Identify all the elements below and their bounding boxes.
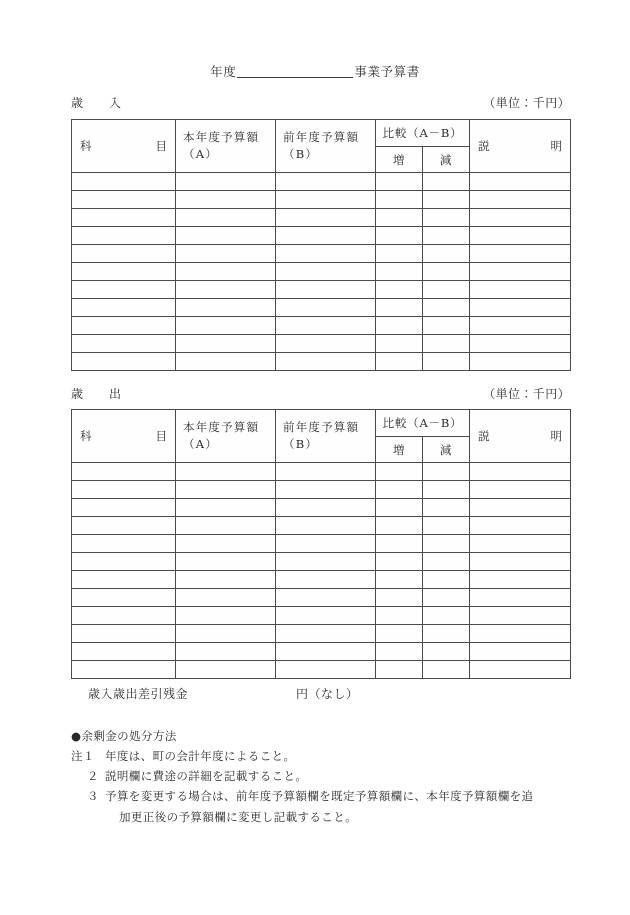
- table-cell[interactable]: [376, 299, 423, 317]
- expense-section-header: [71, 385, 570, 402]
- table-row: [72, 535, 571, 553]
- table-cell[interactable]: [423, 607, 470, 625]
- table-cell[interactable]: [376, 227, 423, 245]
- table-cell[interactable]: [72, 209, 176, 227]
- table-cell[interactable]: [470, 317, 571, 335]
- table-cell[interactable]: [276, 553, 376, 571]
- table-cell[interactable]: [72, 535, 176, 553]
- table-cell[interactable]: [176, 535, 276, 553]
- table-row: [72, 209, 571, 227]
- table-cell[interactable]: [276, 209, 376, 227]
- title-prefix: 年度: [210, 64, 237, 79]
- revenue-table: [71, 119, 571, 371]
- table-cell[interactable]: [276, 607, 376, 625]
- expense-table-head: [72, 410, 571, 463]
- table-cell[interactable]: [276, 643, 376, 661]
- notes-block: [71, 726, 576, 827]
- note-text-2: 説明欄に費途の詳細を記載すること。: [105, 769, 308, 784]
- table-cell[interactable]: [72, 517, 176, 535]
- table-cell[interactable]: [423, 553, 470, 571]
- previous-year-line1: 前年度予算額: [283, 419, 360, 434]
- col-header-increase: [376, 147, 423, 173]
- note-text-3: 予算を変更する場合は、前年度予算額欄を既定予算額欄に、本年度予算額欄を追: [105, 789, 534, 804]
- previous-year-line1: 前年度予算額: [283, 129, 360, 144]
- table-cell[interactable]: [176, 227, 276, 245]
- table-cell[interactable]: [176, 353, 276, 371]
- table-cell[interactable]: [176, 173, 276, 191]
- table-row: [72, 625, 571, 643]
- table-cell[interactable]: [276, 517, 376, 535]
- balance-line: [88, 685, 359, 702]
- table-cell[interactable]: [276, 625, 376, 643]
- current-year-line2: （A）: [183, 147, 218, 161]
- balance-label: 歳入歳出差引残金: [88, 687, 189, 701]
- decrease-label: 減: [439, 442, 453, 457]
- table-cell[interactable]: [176, 463, 276, 481]
- table-cell[interactable]: [276, 481, 376, 499]
- table-cell[interactable]: [423, 317, 470, 335]
- table-row: [72, 317, 571, 335]
- table-cell[interactable]: [376, 353, 423, 371]
- title-blank-field[interactable]: [237, 77, 353, 78]
- document-title: [0, 62, 630, 80]
- table-cell[interactable]: [72, 607, 176, 625]
- table-cell[interactable]: [72, 263, 176, 281]
- kamoku-right-char: 目: [155, 429, 167, 443]
- col-header-comparison: [376, 410, 470, 437]
- note-item-3: [71, 786, 576, 806]
- increase-label: 増: [392, 152, 406, 167]
- col-header-increase: [376, 437, 423, 463]
- table-cell[interactable]: [276, 173, 376, 191]
- kamoku-left-char: 科: [80, 139, 92, 153]
- table-cell[interactable]: [276, 317, 376, 335]
- table-cell[interactable]: [276, 263, 376, 281]
- table-cell[interactable]: [376, 499, 423, 517]
- table-cell[interactable]: [176, 299, 276, 317]
- table-cell[interactable]: [72, 353, 176, 371]
- table-cell[interactable]: [376, 535, 423, 553]
- table-cell[interactable]: [376, 209, 423, 227]
- table-cell[interactable]: [72, 481, 176, 499]
- table-cell[interactable]: [376, 173, 423, 191]
- table-cell[interactable]: [176, 191, 276, 209]
- table-row: [72, 607, 571, 625]
- table-cell[interactable]: [376, 643, 423, 661]
- table-cell[interactable]: [176, 245, 276, 263]
- table-cell[interactable]: [176, 209, 276, 227]
- expense-table: [71, 409, 571, 679]
- table-row: [72, 643, 571, 661]
- table-cell[interactable]: [276, 463, 376, 481]
- table-row: [72, 517, 571, 535]
- table-cell[interactable]: [276, 353, 376, 371]
- table-cell[interactable]: [423, 353, 470, 371]
- table-cell[interactable]: [176, 553, 276, 571]
- table-cell[interactable]: [376, 625, 423, 643]
- table-cell[interactable]: [72, 317, 176, 335]
- table-cell[interactable]: [423, 299, 470, 317]
- table-cell[interactable]: [376, 571, 423, 589]
- col-header-description: [470, 410, 571, 463]
- previous-year-line2: （B）: [283, 147, 319, 161]
- table-cell[interactable]: [376, 607, 423, 625]
- note-marker-3: ３: [87, 789, 99, 804]
- table-row: [72, 481, 571, 499]
- description-right-char: 明: [550, 429, 563, 443]
- revenue-table-head: [72, 120, 571, 173]
- table-cell[interactable]: [470, 661, 571, 679]
- table-cell[interactable]: [423, 643, 470, 661]
- table-row: [72, 335, 571, 353]
- table-cell[interactable]: [470, 553, 571, 571]
- table-cell[interactable]: [176, 661, 276, 679]
- table-cell[interactable]: [470, 263, 571, 281]
- previous-year-line2: （B）: [283, 437, 319, 451]
- table-cell[interactable]: [176, 589, 276, 607]
- table-cell[interactable]: [176, 317, 276, 335]
- table-cell[interactable]: [470, 191, 571, 209]
- increase-label: 増: [392, 442, 406, 457]
- table-cell[interactable]: [423, 463, 470, 481]
- table-cell[interactable]: [470, 643, 571, 661]
- table-row: [72, 299, 571, 317]
- table-cell[interactable]: [72, 553, 176, 571]
- header-row-main: [72, 120, 571, 147]
- table-cell[interactable]: [176, 517, 276, 535]
- table-cell[interactable]: [423, 517, 470, 535]
- table-cell[interactable]: [423, 191, 470, 209]
- current-year-line1: 本年度予算額: [183, 129, 260, 144]
- table-cell[interactable]: [276, 589, 376, 607]
- note-item-2: [71, 766, 576, 786]
- revenue-table-body: [72, 173, 571, 371]
- note-marker-1: 注１: [71, 749, 95, 764]
- table-cell[interactable]: [376, 281, 423, 299]
- table-cell[interactable]: [176, 607, 276, 625]
- table-cell[interactable]: [376, 481, 423, 499]
- table-cell[interactable]: [423, 209, 470, 227]
- table-cell[interactable]: [376, 317, 423, 335]
- table-cell[interactable]: [423, 245, 470, 263]
- table-cell[interactable]: [470, 571, 571, 589]
- kamoku-right-char: 目: [155, 139, 167, 153]
- table-row: [72, 245, 571, 263]
- table-cell[interactable]: [72, 299, 176, 317]
- table-cell[interactable]: [470, 499, 571, 517]
- table-cell[interactable]: [176, 625, 276, 643]
- table-cell[interactable]: [376, 463, 423, 481]
- table-cell[interactable]: [470, 463, 571, 481]
- table-cell[interactable]: [276, 245, 376, 263]
- col-header-current-year-budget: [176, 410, 276, 463]
- description-left-char: 説: [478, 429, 490, 443]
- decrease-label: 減: [439, 152, 453, 167]
- table-cell[interactable]: [423, 571, 470, 589]
- table-cell[interactable]: [72, 227, 176, 245]
- table-cell[interactable]: [72, 463, 176, 481]
- current-year-line2: （A）: [183, 437, 218, 451]
- table-cell[interactable]: [376, 589, 423, 607]
- table-cell[interactable]: [470, 353, 571, 371]
- table-cell[interactable]: [376, 517, 423, 535]
- header-row-main: [72, 410, 571, 437]
- table-cell[interactable]: [376, 191, 423, 209]
- table-cell[interactable]: [72, 173, 176, 191]
- table-cell[interactable]: [72, 191, 176, 209]
- table-cell[interactable]: [423, 481, 470, 499]
- comparison-label: 比較（A－B）: [382, 126, 463, 140]
- table-cell[interactable]: [470, 607, 571, 625]
- table-cell[interactable]: [470, 173, 571, 191]
- table-cell[interactable]: [72, 499, 176, 517]
- table-cell[interactable]: [276, 227, 376, 245]
- expense-section-label: 歳 出: [71, 387, 129, 401]
- table-cell[interactable]: [470, 299, 571, 317]
- table-cell[interactable]: [72, 643, 176, 661]
- table-cell[interactable]: [176, 335, 276, 353]
- title-suffix: 事業予算書: [354, 64, 420, 79]
- table-cell[interactable]: [176, 481, 276, 499]
- table-cell[interactable]: [276, 661, 376, 679]
- table-row: [72, 227, 571, 245]
- table-row: [72, 589, 571, 607]
- table-cell[interactable]: [376, 245, 423, 263]
- table-row: [72, 263, 571, 281]
- table-row: [72, 281, 571, 299]
- note-text-1: 年度は、町の会計年度によること。: [105, 749, 296, 764]
- table-row: [72, 499, 571, 517]
- table-cell[interactable]: [72, 589, 176, 607]
- col-header-current-year-budget: [176, 120, 276, 173]
- table-cell[interactable]: [423, 335, 470, 353]
- table-cell[interactable]: [276, 571, 376, 589]
- col-header-previous-year-budget: [276, 120, 376, 173]
- table-cell[interactable]: [376, 661, 423, 679]
- note-item-1: [71, 746, 576, 766]
- table-cell[interactable]: [276, 335, 376, 353]
- table-cell[interactable]: [423, 589, 470, 607]
- revenue-unit-note: （単位：千円）: [483, 96, 570, 110]
- col-header-kamoku: [72, 120, 176, 173]
- table-cell[interactable]: [470, 589, 571, 607]
- table-cell[interactable]: [376, 335, 423, 353]
- table-cell[interactable]: [423, 281, 470, 299]
- table-cell[interactable]: [72, 571, 176, 589]
- table-cell[interactable]: [470, 209, 571, 227]
- expense-unit-note: （単位：千円）: [483, 387, 570, 401]
- table-cell[interactable]: [176, 263, 276, 281]
- table-cell[interactable]: [423, 535, 470, 553]
- table-cell[interactable]: [276, 535, 376, 553]
- revenue-section-label: 歳 入: [71, 96, 129, 110]
- table-cell[interactable]: [423, 263, 470, 281]
- col-header-decrease: [423, 147, 470, 173]
- table-cell[interactable]: [72, 281, 176, 299]
- table-cell[interactable]: [276, 281, 376, 299]
- table-cell[interactable]: [176, 499, 276, 517]
- notes-heading: ●余剰金の処分方法: [71, 729, 177, 743]
- table-cell[interactable]: [176, 571, 276, 589]
- table-cell[interactable]: [276, 499, 376, 517]
- table-row: [72, 463, 571, 481]
- current-year-line1: 本年度予算額: [183, 419, 260, 434]
- col-header-comparison: [376, 120, 470, 147]
- table-row: [72, 553, 571, 571]
- table-cell[interactable]: [470, 245, 571, 263]
- col-header-decrease: [423, 437, 470, 463]
- table-cell[interactable]: [470, 335, 571, 353]
- table-cell[interactable]: [470, 481, 571, 499]
- table-cell[interactable]: [276, 299, 376, 317]
- table-cell[interactable]: [276, 191, 376, 209]
- table-cell[interactable]: [72, 625, 176, 643]
- table-cell[interactable]: [376, 553, 423, 571]
- table-cell[interactable]: [470, 625, 571, 643]
- table-row: [72, 173, 571, 191]
- note-text-3-continuation: 加更正後の予算額欄に変更し記載すること。: [119, 809, 357, 824]
- table-row: [72, 571, 571, 589]
- description-left-char: 説: [478, 139, 490, 153]
- table-cell[interactable]: [376, 263, 423, 281]
- table-cell[interactable]: [423, 227, 470, 245]
- table-cell[interactable]: [176, 281, 276, 299]
- table-cell[interactable]: [470, 227, 571, 245]
- balance-amount: 円（なし）: [296, 687, 359, 701]
- kamoku-left-char: 科: [80, 429, 92, 443]
- table-cell[interactable]: [470, 535, 571, 553]
- description-right-char: 明: [550, 139, 563, 153]
- table-cell[interactable]: [72, 661, 176, 679]
- col-header-description: [470, 120, 571, 173]
- col-header-kamoku: [72, 410, 176, 463]
- note-marker-2: ２: [87, 769, 99, 784]
- table-cell[interactable]: [423, 499, 470, 517]
- col-header-previous-year-budget: [276, 410, 376, 463]
- table-cell[interactable]: [423, 173, 470, 191]
- expense-table-body: [72, 463, 571, 679]
- table-cell[interactable]: [423, 661, 470, 679]
- table-row: [72, 661, 571, 679]
- table-cell[interactable]: [72, 245, 176, 263]
- table-cell[interactable]: [423, 625, 470, 643]
- table-row: [72, 191, 571, 209]
- table-cell[interactable]: [470, 517, 571, 535]
- comparison-label: 比較（A－B）: [382, 416, 463, 430]
- table-cell[interactable]: [176, 643, 276, 661]
- table-cell[interactable]: [72, 335, 176, 353]
- table-cell[interactable]: [470, 281, 571, 299]
- table-row: [72, 353, 571, 371]
- revenue-section-header: [71, 94, 570, 111]
